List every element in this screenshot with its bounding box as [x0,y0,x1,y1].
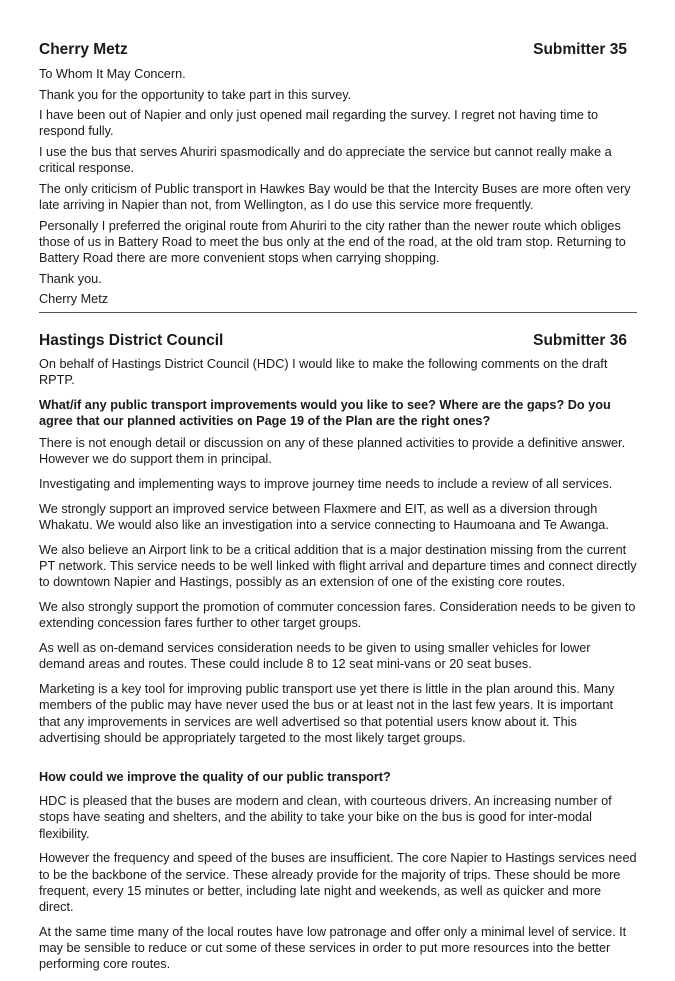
section-divider [39,312,637,313]
paragraph: I have been out of Napier and only just opened mail regarding the survey. I regret not having time to respond fully. [39,108,599,139]
answer-paragraph: We also strongly support the promotion of commuter concession fares. Consideration needs to be given to extending concession fares further to other target groups. [39,600,636,631]
answer-paragraph: We also believe an Airport link to be a critical addition that is a major destination missing from the current PT network. This service needs to be well linked with flight arrival and departure times and connect directly to downtown Napier and Hastings, possibly as an extension of one of the existing core routes. [39,542,637,590]
paragraph: The only criticism of Public transport in Hawkes Bay would be that the Intercity Buses are more often very late arriving in Napier than not, from Wellington, as I do use this service more frequently. [39,181,631,212]
document-page [39,40,637,981]
answer-paragraph: Marketing is a key tool for improving public transport use yet there is little in the plan around this. Many members of the public may have never used the bus or at least not in the last few years. It is important that any improvements in services are well advertised so that potential users know about it. This advertising should be appropriately targeted to the most likely target groups. [39,682,615,745]
paragraph: I use the bus that serves Ahuriri spasmodically and do appreciate the service but cannot really make a critical response. [39,144,612,176]
paragraph: Thank you for the opportunity to take part in this survey. [39,87,352,102]
submitter-name: Cherry Metz [39,41,128,58]
answer-paragraph: HDC is pleased that the buses are modern and clean, with courteous drivers. An increasing number of stops have seating and shelters, and the ability to take your bike on the bus is good for inter-modal flexibility. [39,794,612,841]
paragraph: Personally I preferred the original route from Ahuriri to the city rather than the newer route which obliges those of us in Battery Road to meet the bus only at the end of the road, at the old tram stop. Returning to Battery Road there are more convenient stops when carrying shopping. [39,218,626,265]
question-heading: What/if any public transport improvements would you like to see? Where are the gaps? Do you agree that our planned activities on Page 19 of the Plan are the right ones? [39,397,611,428]
intro-paragraph: On behalf of Hastings District Council (HDC) I would like to make the following comments on the draft RPTP. [39,356,608,387]
answer-paragraph: Investigating and implementing ways to improve journey time needs to include a review of all services. [39,477,613,492]
submission-header [39,331,637,351]
signature-line: Cherry Metz [39,292,109,307]
submitter-number: Submitter 36 [533,331,627,349]
answer-paragraph: We strongly support an improved service between Flaxmere and EIT, as well as a diversion through Whakatu. We would also like an investigation into a service connecting to Haumoana and Te Awanga. [39,501,609,533]
answer-paragraph: As well as on-demand services consideration needs to be given to using smaller vehicles for lower demand areas and routes. These could include 8 to 12 seat mini-vans or 20 seat buses. [39,641,591,672]
submission-header [39,40,637,60]
submitter-name: Hastings District Council [39,331,224,349]
paragraph: Thank you. [39,271,102,286]
answer-paragraph: There is not enough detail or discussion on any of these planned activities to provide a definitive answer. However we do support them in principal. [39,436,626,467]
answer-paragraph: At the same time many of the local routes have low patronage and offer only a minimal level of service. It may be sensible to reduce or cut some of these services in order to put more resources into the better performing core routes. [39,924,627,972]
submission-cherry-metz [39,40,637,307]
submission-hastings-district-council [39,331,637,973]
paragraph: To Whom It May Concern. [39,67,186,81]
submitter-number: Submitter 35 [533,41,627,58]
question-heading: How could we improve the quality of our public transport? [39,769,391,784]
answer-paragraph: However the frequency and speed of the buses are insufficient. The core Napier to Hastings services need to be the backbone of the service. These already provide for the majority of trips. These should be more frequent, every 15 minutes or better, including late night and weekends, as well as quicker and more direct. [39,851,637,914]
